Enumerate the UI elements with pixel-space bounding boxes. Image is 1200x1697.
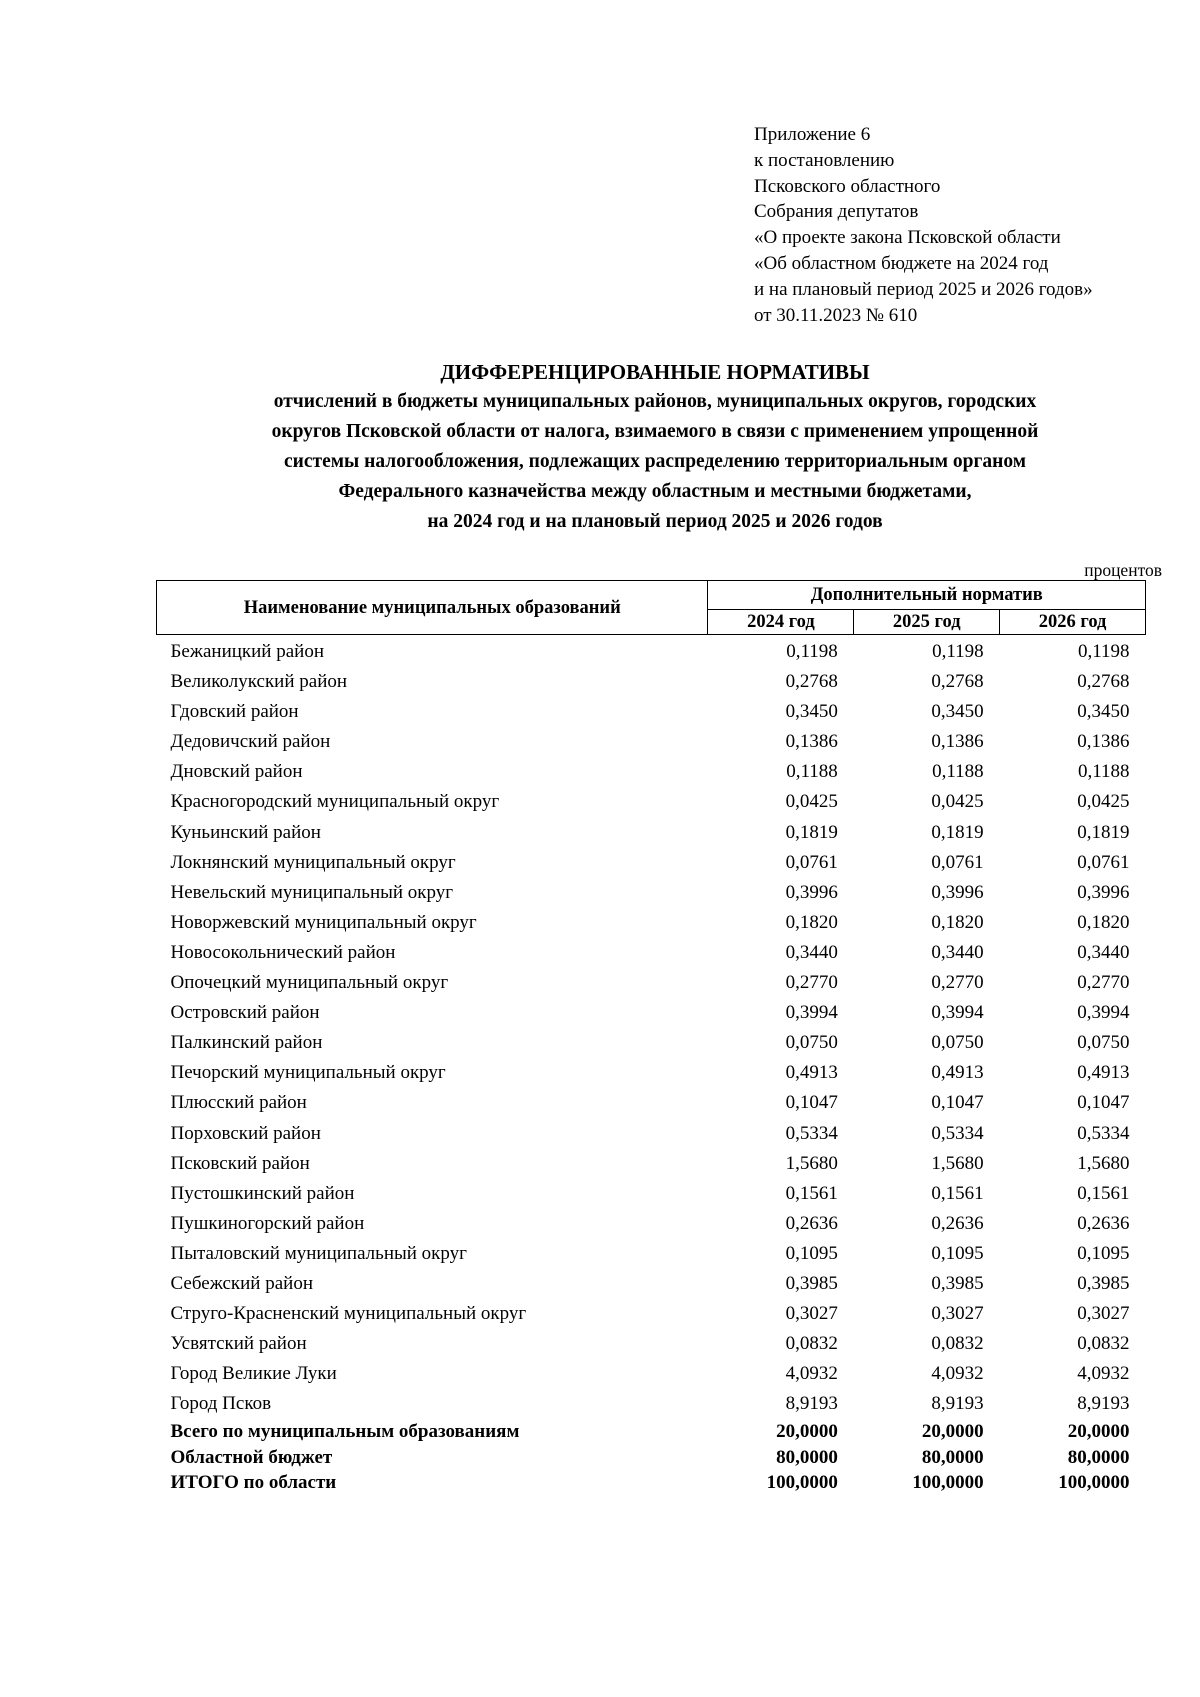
value-2025: 0,2636 [931,1212,984,1234]
value-2024: 0,2768 [785,671,838,693]
value-2025: 0,1820 [931,911,984,933]
municipality-name: Бежаницкий район [170,641,324,662]
title-sub-line: отчислений в бюджеты муниципальных районов, муниципальных округов, городских [273,391,1037,412]
appendix-line: от 30.11.2023 № 610 [754,304,918,326]
value-2025: 0,0832 [931,1333,984,1355]
value-2026: 0,1386 [1077,731,1130,753]
table-row [157,909,1146,939]
value-2025: 0,0425 [931,791,984,813]
table-row [157,1029,1146,1059]
value-2026: 1,5680 [1077,1152,1130,1174]
value-2025: 0,3996 [931,881,984,903]
value-2024: 0,1561 [785,1182,838,1204]
table-row [157,1120,1146,1150]
table-row [157,698,1146,728]
table-row [157,1210,1146,1240]
municipality-name: Пыталовский муниципальный округ [170,1242,467,1264]
value-2025: 0,3440 [931,941,984,963]
document-title [150,357,1160,537]
municipality-name: Пушкиногорский район [170,1212,365,1234]
value-2025: 8,9193 [931,1393,984,1415]
table-row [157,1240,1146,1270]
value-2026: 0,3994 [1077,1002,1130,1024]
value-2026: 0,1047 [1077,1092,1130,1114]
municipality-name: Гдовский район [170,701,299,723]
value-2026: 0,4913 [1077,1062,1130,1084]
value-2026: 0,1095 [1077,1242,1130,1264]
value-2025: 0,1188 [932,761,984,783]
value-2026: 80,0000 [1067,1446,1130,1468]
table-row [157,635,1146,669]
norms-table [156,580,1146,1497]
value-2026: 0,1561 [1077,1182,1130,1204]
value-2024: 1,5680 [785,1152,838,1174]
value-2025: 0,3450 [931,701,984,723]
municipality-name: Город Великие Луки [170,1363,337,1385]
value-2025: 0,1819 [931,821,984,843]
municipality-name: Печорский муниципальный округ [170,1062,446,1084]
value-2026: 0,1188 [1077,761,1130,783]
municipality-name: Областной бюджет [170,1446,333,1468]
municipality-name: Пустошкинский район [170,1182,355,1204]
value-2026: 0,2636 [1077,1212,1130,1234]
value-2026: 0,3985 [1077,1272,1130,1294]
value-2025: 0,4913 [931,1062,984,1084]
appendix-line: и на плановый период 2025 и 2026 годов» [754,278,1093,300]
value-2026: 4,0932 [1077,1363,1130,1385]
header-name: Наименование муниципальных образований [157,581,708,635]
table-row [157,788,1146,818]
table-row [157,1059,1146,1089]
value-2026: 20,0000 [1067,1421,1130,1443]
value-2025: 0,0761 [931,851,984,873]
table-row [157,939,1146,969]
value-2026: 0,0425 [1077,791,1130,813]
total-row [157,1471,1146,1497]
value-2026: 0,2770 [1077,972,1130,994]
appendix-line: «О проекте закона Псковской области [754,227,1061,249]
total-row [157,1420,1146,1446]
value-2024: 4,0932 [785,1363,838,1385]
table-row [157,668,1146,698]
appendix-line: Приложение 6 [754,124,871,145]
value-2025: 0,1095 [931,1242,984,1264]
table-row [157,819,1146,849]
header-year-2024: 2024 год [708,610,854,635]
table-row [157,849,1146,879]
value-2024: 8,9193 [785,1393,838,1415]
header-year-2025: 2025 год [854,610,1000,635]
appendix-line: Псковского областного [754,175,941,197]
municipality-name: Новосокольнический район [170,941,396,963]
value-2024: 0,3996 [785,881,838,903]
table-row [157,1390,1146,1420]
value-2026: 0,3440 [1077,941,1130,963]
value-2025: 0,3985 [931,1272,984,1294]
municipality-name: Новоржевский муниципальный округ [170,911,477,933]
value-2024: 0,3450 [785,701,838,723]
municipality-name: Куньинский район [170,821,321,843]
value-2024: 0,1095 [785,1242,838,1264]
municipality-name: Островский район [170,1002,320,1024]
value-2026: 0,3450 [1077,701,1130,723]
table-row [157,1360,1146,1390]
value-2025: 0,3027 [931,1303,984,1325]
table-body [157,635,1146,1497]
header-group: Дополнительный норматив [708,581,1146,610]
value-2024: 0,4913 [785,1062,838,1084]
value-2025: 0,0750 [931,1032,984,1054]
value-2024: 0,5334 [785,1122,838,1144]
municipality-name: Себежский район [170,1272,313,1294]
value-2024: 0,3994 [785,1002,838,1024]
value-2024: 0,1198 [786,641,838,662]
value-2025: 0,3994 [931,1002,984,1024]
municipality-name: Усвятский район [170,1333,307,1355]
value-2026: 0,1198 [1077,641,1130,662]
value-2026: 0,3027 [1077,1303,1130,1325]
municipality-name: Дновский район [170,761,303,783]
municipality-name: Порховский район [170,1122,321,1144]
value-2024: 0,1820 [785,911,838,933]
value-2026: 0,3996 [1077,881,1130,903]
value-2025: 0,2768 [931,671,984,693]
municipality-name: Псковский район [170,1152,310,1174]
appendix-line: Собрания депутатов [754,201,919,223]
table-row [157,758,1146,788]
title-sub-line: Федерального казначейства между областным и местными бюджетами, [338,481,972,502]
municipality-name: Палкинский район [170,1032,323,1054]
table-row [157,1270,1146,1300]
value-2024: 20,0000 [776,1421,838,1443]
value-2024: 0,2770 [785,972,838,994]
units-label: процентов [1084,560,1162,580]
value-2025: 20,0000 [921,1421,984,1443]
value-2024: 80,0000 [776,1446,838,1468]
table-row [157,879,1146,909]
table-row [157,999,1146,1029]
value-2026: 0,0761 [1077,851,1130,873]
value-2026: 0,2768 [1077,671,1130,693]
municipality-name: Город Псков [170,1393,272,1415]
title-main: ДИФФЕРЕНЦИРОВАННЫЕ НОРМАТИВЫ [440,360,870,384]
municipality-name: Струго-Красненский муниципальный округ [170,1303,527,1325]
value-2025: 0,1386 [931,731,984,753]
appendix-line: «Об областном бюджете на 2024 год [754,252,1049,274]
table-row [157,728,1146,758]
value-2024: 0,0761 [785,851,838,873]
value-2024: 0,0750 [785,1032,838,1054]
appendix-header [754,122,1174,328]
value-2024: 0,1819 [785,821,838,843]
value-2026: 0,5334 [1077,1122,1130,1144]
table-row [157,1330,1146,1360]
value-2024: 0,0425 [785,791,838,813]
title-sub-line: на 2024 год и на плановый период 2025 и 2026 годов [427,511,883,532]
value-2026: 0,0750 [1077,1032,1130,1054]
value-2024: 0,0832 [785,1333,838,1355]
total-row [157,1446,1146,1472]
header-row [157,581,1146,610]
table-row [157,1180,1146,1210]
table-row [157,969,1146,999]
value-2024: 0,3985 [785,1272,838,1294]
title-sub-line: системы налогообложения, подлежащих распределению территориальным органом [283,451,1027,472]
value-2024: 0,1047 [785,1092,838,1114]
municipality-name: Дедовичский район [170,731,331,753]
value-2025: 0,1047 [931,1092,984,1114]
value-2025: 80,0000 [921,1446,984,1468]
municipality-name: Невельский муниципальный округ [170,881,454,903]
table-row [157,1300,1146,1330]
table-row [157,1089,1146,1119]
appendix-line: к постановлению [754,149,895,171]
value-2025: 0,2770 [931,972,984,994]
value-2024: 100,0000 [766,1472,838,1494]
header-year-2026: 2026 год [1000,610,1146,635]
table-row [157,1150,1146,1180]
value-2025: 0,1561 [931,1182,984,1204]
value-2025: 4,0932 [931,1363,984,1385]
value-2026: 0,1820 [1077,911,1130,933]
value-2024: 0,1386 [785,731,838,753]
value-2026: 0,0832 [1077,1333,1130,1355]
municipality-name: Красногородский муниципальный округ [170,791,500,813]
municipality-name: ИТОГО по области [170,1472,337,1494]
value-2024: 0,3440 [785,941,838,963]
value-2025: 100,0000 [912,1472,984,1494]
municipality-name: Всего по муниципальным образованиям [170,1421,520,1443]
value-2026: 0,1819 [1077,821,1130,843]
value-2026: 100,0000 [1058,1472,1130,1494]
value-2025: 0,5334 [931,1122,984,1144]
value-2024: 0,1188 [786,761,838,783]
value-2026: 8,9193 [1077,1393,1130,1415]
value-2024: 0,3027 [785,1303,838,1325]
municipality-name: Великолукский район [170,671,348,693]
municipality-name: Локнянский муниципальный округ [170,851,456,873]
value-2025: 0,1198 [932,641,984,662]
municipality-name: Опочецкий муниципальный округ [170,972,449,994]
value-2024: 0,2636 [785,1212,838,1234]
title-sub-line: округов Псковской области от налога, взимаемого в связи с применением упрощенной [271,421,1039,442]
municipality-name: Плюсский район [170,1092,307,1114]
value-2025: 1,5680 [931,1152,984,1174]
